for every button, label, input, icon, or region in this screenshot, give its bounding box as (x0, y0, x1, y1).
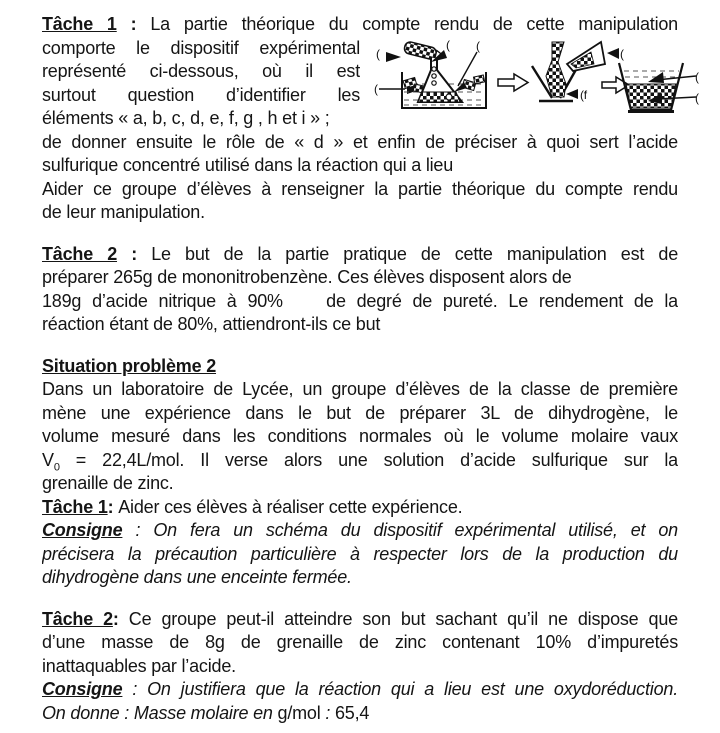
tache2-heading: Tâche 2 (42, 243, 118, 264)
label-mark: ( (695, 70, 699, 84)
v0-subscript: 0 (53, 461, 60, 472)
situation2-heading-line (42, 355, 678, 379)
label-mark: ( (695, 91, 699, 105)
label-mark: ( (620, 47, 624, 61)
situation2-heading: Situation problème 2 (42, 355, 217, 376)
situation2-text-line: grenaille de zinc. (42, 473, 174, 493)
tache1-heading: Tâche 1 (42, 14, 117, 34)
situation2-text-line: volume mesuré dans les conditions normales où le volume molaire vaux (42, 426, 678, 446)
tache1-text-line: Aider ce groupe d’élèves à renseigner la partie théorique du compte rendu (42, 178, 678, 199)
flask-water-bath (374, 40, 486, 108)
label-mark: ( (476, 40, 480, 53)
consigne1-text-line: précisera la précaution particulière à respecter lors de la production du (42, 543, 678, 564)
experimental-setup-figure (374, 40, 706, 124)
tache1-wrap-line: représenté ci-dessous, où il est (42, 61, 360, 81)
arrow-right-icon (498, 74, 528, 91)
situation2-text-line: mène une expérience dans le but de préparer 3L de dihydrogène, le (42, 402, 678, 423)
tache1-wrap-line: éléments « a, b, c, d, e, f, g , h et i » ; (42, 108, 330, 128)
consigne2-line: Consigne : On justifiera que la réaction qui a lieu est une oxydoréduction. (42, 679, 678, 699)
tache2-text-line: réaction étant de 80%, attiendront-ils ce but (42, 314, 381, 334)
label-mark: ( (374, 82, 378, 96)
tache1-text-line: sulfurique concentré utilisé dans la réaction qui a lieu (42, 155, 454, 175)
s2-tache1-line: Tâche 1: Aider ces élèves à réaliser cette expérience. (42, 496, 463, 517)
tache2-text-line: 189g d’acide nitrique à 90% de degré de pureté. Le rendement de la (42, 290, 678, 311)
s2-tache1-heading: Tâche 1 (42, 496, 108, 517)
s2-tache2-text-line: d’une masse de 8g de grenaille de zinc contenant 10% d’impuretés (42, 632, 678, 652)
blank-line (42, 225, 678, 243)
s2-tache2-text-line: inattaquables par l’acide. (42, 655, 236, 676)
arrow-to-dropper (386, 52, 401, 62)
consigne1-heading: Consigne (42, 520, 123, 540)
decantation-beaker (619, 63, 699, 112)
on-donne-line: On donne : Masse molaire en g/mol : 65,4 (42, 702, 370, 723)
tache2-heading-line: Tâche 2 : Le but de la partie pratique de cette manipulation est de (42, 243, 678, 264)
s2-tache2-heading: Tâche 2 (42, 608, 113, 629)
filtration-funnel (532, 42, 624, 102)
consigne1-line: Consigne : On fera un schéma du dispositif expérimental utilisé, et on (42, 520, 678, 540)
consigne2-heading: Consigne (42, 679, 123, 699)
situation2-v0-line: $V_0 = 22,4L/mol$. Il verse alors une solution d’acide sulfurique sur la (42, 449, 678, 472)
label-mark: ( (376, 47, 380, 61)
situation2-text-line: Dans un laboratoire de Lycée, un groupe d’élèves de la classe de première (42, 379, 678, 399)
blank-line (42, 590, 678, 608)
tache1-text-line: de donner ensuite le rôle de « d » et enfin de préciser à quoi sert l’acide (42, 131, 678, 152)
tache1-wrap-line: comporte le dispositif expérimental (42, 37, 360, 58)
tache2-text-line: préparer 265g de mononitrobenzène. Ces élèves disposent alors de (42, 267, 572, 287)
tache1-wrap-line: surtout question d’identifier les (42, 84, 360, 105)
label-f: (f (580, 88, 587, 102)
label-mark: ( (446, 40, 450, 52)
s2-tache2-line: Tâche 2: Ce groupe peut-il atteindre son but sachant qu’il ne dispose que (42, 608, 678, 629)
blank-line (42, 337, 678, 355)
consigne1-text-line: dihydrogène dans une enceinte fermée. (42, 567, 352, 587)
tache1-text-line: de leur manipulation. (42, 202, 205, 222)
tache1-heading-line: Tâche 1 : La partie théorique du compte rendu de cette manipulation (42, 14, 678, 34)
